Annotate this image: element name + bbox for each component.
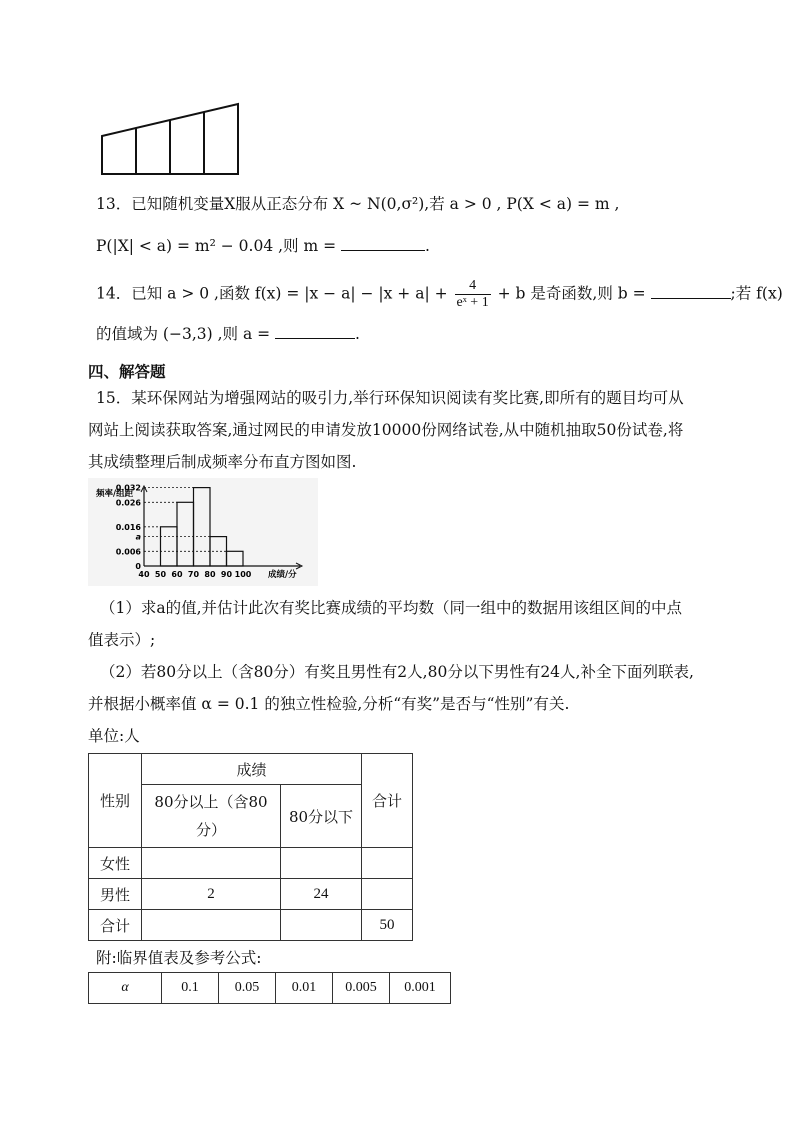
cell-male-above: 2 <box>142 879 281 910</box>
alpha-value: 0.01 <box>276 973 333 1004</box>
alpha-value: 0.05 <box>219 973 276 1004</box>
cell-male-below: 24 <box>281 879 362 910</box>
contingency-table <box>88 753 413 941</box>
y-tick-label: 0 <box>135 562 141 571</box>
x-axis-label: 成绩/分 <box>268 570 297 580</box>
q14-text-c: ;若 f(x) <box>730 284 783 303</box>
cell-female-total[interactable] <box>362 848 413 879</box>
x-tick-label: 80 <box>204 570 216 579</box>
score-header: 成绩 <box>142 754 362 785</box>
q14-text-a: 14．已知 a > 0 ,函数 f(x) = |x − a| − |x + a| + <box>96 284 448 303</box>
q15-part2b: 并根据小概率值 α = 0.1 的独立性检验,分析“有奖”是否与“性别”有关. <box>88 695 570 713</box>
q14-line2 <box>96 322 360 344</box>
q14-period: . <box>355 325 360 343</box>
x-tick-label: 50 <box>154 570 167 579</box>
alpha-value: 0.1 <box>162 973 219 1004</box>
q14-text-b: + b 是奇函数,则 b = <box>497 284 646 303</box>
appendix-label: 附:临界值表及参考公式: <box>96 949 262 967</box>
row-total-label: 合计 <box>89 910 142 941</box>
section-heading: 四、解答题 <box>88 362 166 381</box>
q15-para1: 15．某环保网站为增强网站的吸引力,举行环保知识阅读有奖比赛,即所有的题目均可从 <box>96 389 684 407</box>
alpha-header: α <box>89 973 162 1004</box>
y-tick-label: 0.032 <box>115 483 141 493</box>
cell-grand-total: 50 <box>362 910 413 941</box>
y-tick-label: 0.026 <box>115 498 141 508</box>
q14-line1 <box>96 278 783 311</box>
x-tick-label: 70 <box>187 570 200 579</box>
cell-female-above[interactable] <box>142 848 281 879</box>
q14-a-blank[interactable] <box>275 324 355 339</box>
alpha-value: 0.001 <box>390 973 451 1004</box>
top-figure <box>96 100 246 182</box>
x-tick-label: 90 <box>220 570 233 579</box>
col-80-above <box>142 785 281 848</box>
unit-label: 单位:人 <box>88 727 140 745</box>
row-female-label: 女性 <box>89 848 142 879</box>
y-tick-label: 0.006 <box>115 547 141 557</box>
q13-line1: 13．已知随机变量X服从正态分布 X ~ N(0,σ²),若 a > 0 , P(X < a) = m , <box>96 195 620 213</box>
q14-frac-den: eˣ + 1 <box>456 295 489 310</box>
cell-total-below[interactable] <box>281 910 362 941</box>
histogram <box>88 478 318 586</box>
q14-b-blank[interactable] <box>651 284 731 299</box>
cell-total-above[interactable] <box>142 910 281 941</box>
q15-part2a: （2）若80分以上（含80分）有奖且男性有2人,80分以下男性有24人,补全下面列联表, <box>100 663 694 681</box>
x-tick-label: 60 <box>171 570 183 579</box>
gender-header: 性别 <box>89 754 142 848</box>
q13-line2 <box>96 234 430 256</box>
cell-male-total[interactable] <box>362 879 413 910</box>
y-tick-label: 0.016 <box>115 522 141 532</box>
total-header: 合计 <box>362 754 413 848</box>
y-axis-label: 频率/组距 <box>96 489 134 499</box>
q15-para2: 网站上阅读获取答案,通过网民的申请发放10000份网络试卷,从中随机抽取50份试卷,将 <box>88 421 684 439</box>
row-male-label: 男性 <box>89 879 142 910</box>
q15-para3: 其成绩整理后制成频率分布直方图如图. <box>88 453 357 471</box>
q15-part1b: 值表示）; <box>88 631 156 649</box>
q13-period: . <box>425 237 430 255</box>
y-tick-label: a <box>135 532 141 542</box>
cell-female-below[interactable] <box>281 848 362 879</box>
col-80-above-line1: 80分以上（含80 <box>154 793 268 811</box>
x-tick-label: 40 <box>138 570 150 579</box>
q14-line2-text: 的值域为 (−3,3) ,则 a = <box>96 325 271 343</box>
col-80-below: 80分以下 <box>281 785 362 848</box>
q14-frac-num: 4 <box>455 278 491 295</box>
alpha-value: 0.005 <box>333 973 390 1004</box>
q13-line2-text: P(|X| < a) = m² − 0.04 ,则 m = <box>96 237 337 255</box>
q13-answer-blank[interactable] <box>341 236 425 251</box>
q14-fraction <box>455 278 491 311</box>
col-80-above-line2: 分） <box>195 821 226 839</box>
x-tick-label: 100 <box>234 570 252 579</box>
critical-value-table <box>88 972 451 1004</box>
q15-part1a: （1）求a的值,并估计此次有奖比赛成绩的平均数（同一组中的数据用该组区间的中点 <box>100 599 683 617</box>
